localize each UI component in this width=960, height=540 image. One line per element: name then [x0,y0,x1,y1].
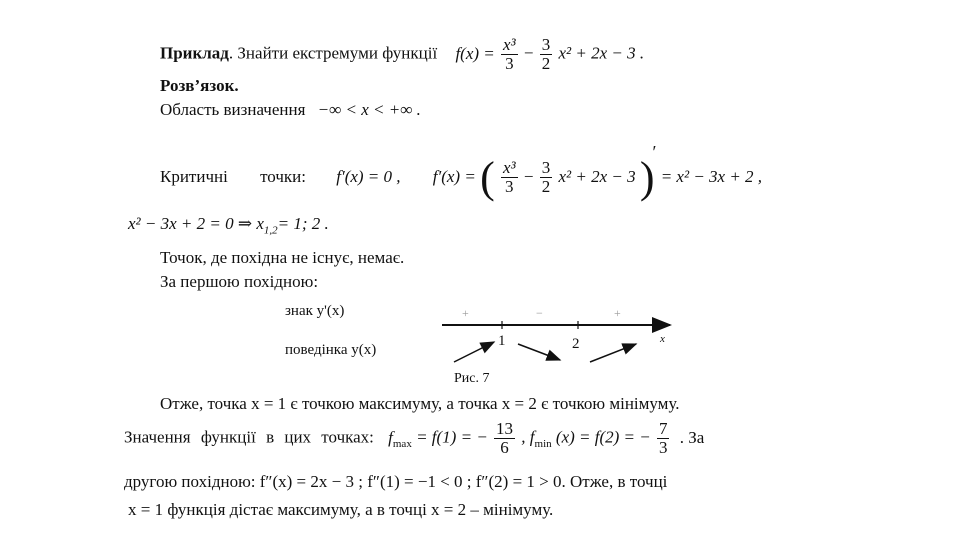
final-line: x = 1 функція дістає максимуму, а в точці x = 2 – мінімуму. [128,500,554,519]
values-tail: . За [679,427,705,447]
solution-heading: Розв’язок. [160,76,239,95]
example-fraction-2: $\frac{3}{2}$ [541,35,551,73]
derivative-fraction-2: $\frac{3}{2}$ [541,158,551,197]
fmax-subscript: max [392,438,412,451]
first-derivative-line: За першою похідною: [160,272,319,291]
conclusion-line: Отже, точка x = 1 є точкою максимуму, а точка x = 2 є точкою мінімуму. [160,394,680,413]
sign-plus-1: + [462,306,469,320]
example-statement [160,36,644,74]
prime-mark: ′ [652,142,657,162]
derivative-tail: x² + 2x − 3 [558,167,636,186]
tick-label-2: 2 [572,336,580,352]
domain-text: Область визначення [160,100,306,119]
domain-line [160,100,421,120]
example-label: Приклад [160,43,229,63]
roots-values: = 1; 2 . [277,214,329,233]
tick-label-1: 1 [498,333,506,349]
fmax-symbol: f [388,427,393,447]
values-line [124,420,704,458]
fmin-subscript: min [534,438,552,451]
left-paren: ( [480,153,495,203]
example-text: . Знайти екстремуми функції [228,43,438,63]
second-derivative-line: другою похідною: f″(x) = 2x − 3 ; f″(1) = −1 < 0 ; f″(2) = 1 > 0. Отже, в точці [124,472,668,491]
critical-label2: точки: [260,167,306,186]
sign-label: знак y'(x) [285,303,345,319]
domain-formula: −∞ < x < +∞ . [317,100,421,119]
behavior-label: поведінка y(x) [285,342,377,358]
derivative-result: = x² − 3x + 2 , [660,167,763,186]
axis-x-label: x [660,333,665,345]
behavior-arrow-up-1 [454,342,494,362]
derivative-minus: − [523,167,534,186]
critical-condition: f′(x) = 0 , [336,167,401,186]
values-text: Значення функції в цих точках: [124,427,374,447]
sign-diagram [440,300,680,390]
right-paren: ) [639,153,655,203]
roots-equation: x² − 3x + 2 = 0 ⇒ x [128,214,264,233]
figure-caption: Рис. 7 [454,371,490,386]
critical-line [160,142,763,203]
example-minus: − [523,43,534,63]
example-formula-tail: x² + 2x − 3 . [558,43,645,63]
fmin-fraction: $\frac{7}{3}$ [658,419,668,457]
example-fraction-1: $\frac{\text{x³}}{3}$ [503,35,516,73]
example-formula-lhs: f(x) = [455,43,495,63]
sign-plus-2: + [614,306,621,320]
fmin-symbol: , f [521,427,535,447]
fmin-expression: (x) = f(2) = − [555,427,651,447]
roots-subscript: 1,2 [263,224,278,237]
fmax-expression: = f(1) = − [416,427,488,447]
no-points-line: Точок, де похідна не існує, немає. [160,248,405,267]
derivative-lhs: f′(x) = [432,167,476,186]
sign-minus: − [536,306,543,320]
roots-line [128,214,329,236]
behavior-arrow-down [518,344,560,360]
fmax-fraction: $\frac{13}{6}$ [496,419,514,457]
derivative-fraction-1: $\frac{\text{x³}}{3}$ [502,158,516,197]
critical-label: Критичні [160,167,228,186]
behavior-arrow-up-2 [590,344,636,362]
